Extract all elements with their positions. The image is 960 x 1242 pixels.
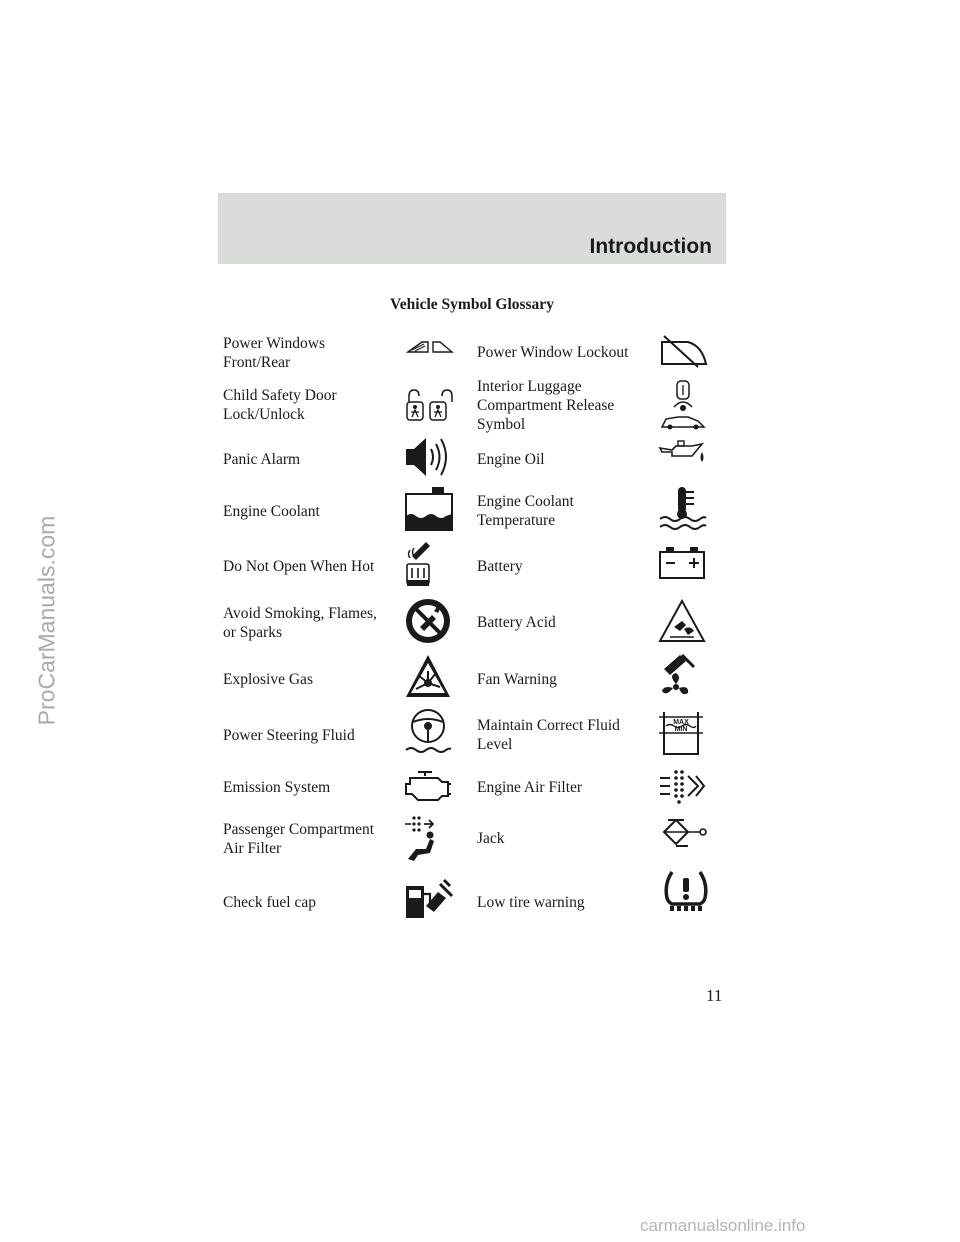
glossary-label-air-filter: Engine Air Filter	[477, 779, 583, 796]
child-safety-door-lock-icon	[404, 388, 454, 422]
fuel-cap-icon	[404, 876, 454, 920]
do-not-open-when-hot-icon	[404, 540, 434, 588]
glossary-label-coolant-temp: Engine Coolant Temperature	[477, 493, 574, 529]
fluid-level-icon	[658, 710, 704, 756]
bottom-watermark: carmanualsonline.info	[640, 1216, 806, 1235]
glossary-label-engine-oil: Engine Oil	[477, 451, 545, 468]
glossary-label-explosive-gas: Explosive Gas	[223, 671, 313, 688]
max-marker-text: MAX	[673, 719, 689, 726]
battery-icon	[658, 546, 706, 580]
glossary-label-fuel-cap: Check fuel cap	[223, 894, 316, 911]
glossary-label-cabin-filter: Passenger Compartment Air Filter	[223, 821, 375, 857]
battery-acid-icon	[658, 599, 706, 643]
glossary-label-luggage-release: Interior Luggage Compartment Release Symbol	[477, 378, 615, 433]
glossary-label-fan-warning: Fan Warning	[477, 671, 557, 688]
page-number: 11	[706, 986, 723, 1005]
power-windows-icon	[406, 340, 456, 354]
explosive-gas-icon	[404, 653, 452, 699]
glossary-label-panic-alarm: Panic Alarm	[223, 451, 301, 468]
glossary-label-power-steering: Power Steering Fluid	[223, 727, 355, 744]
power-window-lockout-icon	[658, 334, 708, 368]
glossary-label-fluid-level: Maintain Correct Fluid Level	[477, 717, 620, 753]
engine-oil-icon	[658, 440, 708, 468]
glossary-label-window-lockout: Power Window Lockout	[477, 344, 629, 361]
fan-warning-icon	[658, 653, 698, 701]
luggage-compartment-release-icon	[660, 379, 706, 431]
glossary-label-emission: Emission System	[223, 779, 331, 796]
glossary-title: Vehicle Symbol Glossary	[390, 296, 554, 313]
engine-air-filter-icon	[658, 768, 706, 804]
glossary-label-jack: Jack	[477, 830, 505, 847]
power-steering-fluid-icon	[404, 708, 452, 756]
glossary-label-child-safety: Child Safety Door Lock/Unlock	[223, 387, 337, 423]
low-tire-warning-icon	[662, 870, 710, 912]
section-header	[218, 193, 726, 264]
jack-icon	[658, 818, 708, 848]
engine-coolant-icon	[404, 486, 454, 532]
min-marker-text: MIN	[674, 726, 688, 733]
panic-alarm-icon	[404, 435, 452, 479]
glossary-label-power-windows: Power Windows Front/Rear	[223, 335, 325, 371]
emission-system-icon	[404, 770, 452, 804]
glossary-label-battery: Battery	[477, 558, 523, 575]
glossary-label-avoid-smoking: Avoid Smoking, Flames, or Sparks	[223, 605, 377, 641]
side-watermark: ProCarManuals.com	[33, 515, 60, 726]
coolant-temperature-icon	[658, 486, 708, 530]
section-title: Introduction	[589, 235, 712, 258]
cabin-air-filter-icon	[404, 815, 450, 863]
glossary-label-battery-acid: Battery Acid	[477, 614, 556, 631]
no-smoking-flames-icon	[404, 597, 452, 645]
glossary-label-engine-coolant: Engine Coolant	[223, 503, 320, 520]
glossary-label-do-not-open: Do Not Open When Hot	[223, 558, 375, 575]
glossary-label-low-tire: Low tire warning	[477, 894, 585, 911]
